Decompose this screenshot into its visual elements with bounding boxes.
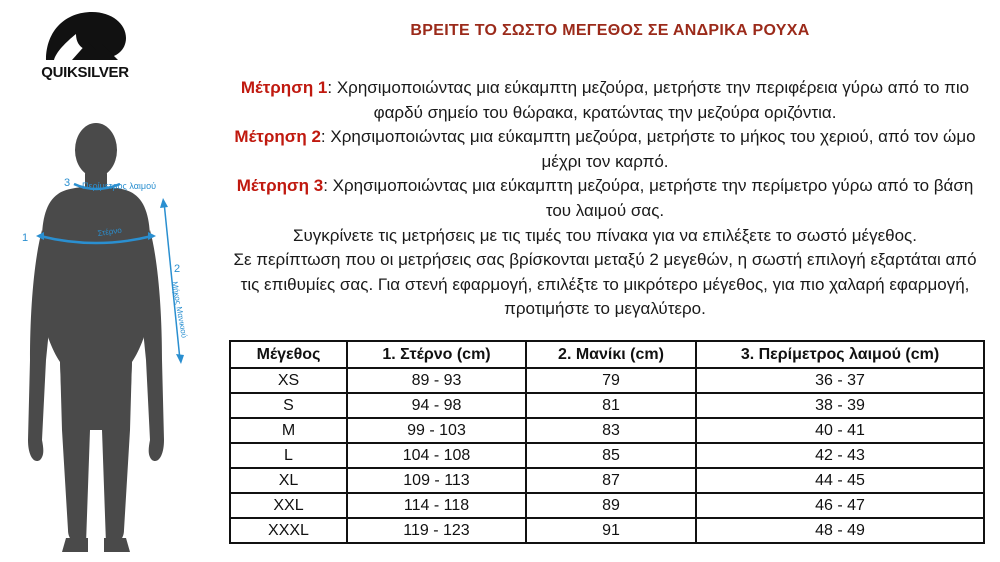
header-neck: 3. Περίμετρος λαιμού (cm) bbox=[696, 341, 984, 368]
body-silhouette bbox=[0, 110, 200, 557]
neck-label: Περίμετρος λαιμού bbox=[82, 181, 157, 191]
table-row: S 94 - 98 81 38 - 39 bbox=[230, 393, 984, 418]
sleeve-number: 2 bbox=[174, 263, 181, 275]
table-header-row bbox=[230, 341, 984, 368]
quiksilver-logo bbox=[36, 8, 134, 80]
compare-text: Συγκρίνετε τις μετρήσεις με τις τιμές του πίνακα για να επιλέξετε το σωστό μέγεθος. bbox=[293, 225, 917, 245]
header-sleeve: 2. Μανίκι (cm) bbox=[526, 341, 696, 368]
table-row: XXL 114 - 118 89 46 - 47 bbox=[230, 493, 984, 518]
table-row: L 104 - 108 85 42 - 43 bbox=[230, 443, 984, 468]
table-row: M 99 - 103 83 40 - 41 bbox=[230, 418, 984, 443]
chest-label: Στέρνο bbox=[97, 225, 123, 238]
table-row: XXXL 119 - 123 91 48 - 49 bbox=[230, 518, 984, 543]
measurement-3-text: Μέτρηση 3: Χρησιμοποιώντας μια εύκαμπτη μεζούρα, μετρήστε την περίμετρο γύρω από το βάση του λαιμού σας. bbox=[236, 176, 974, 220]
measurement-2-label: Μέτρηση 2 bbox=[234, 127, 321, 147]
table-row: XL 109 - 113 87 44 - 45 bbox=[230, 468, 984, 493]
chest-number: 1 bbox=[22, 232, 29, 244]
sleeve-label: Μήκος Μανικιού bbox=[170, 280, 189, 339]
neck-number: 3 bbox=[64, 177, 71, 189]
measurement-1-label: Μέτρηση 1 bbox=[240, 78, 328, 97]
measurement-3-label: Μέτρηση 3 bbox=[236, 176, 324, 196]
brand-name: QUIKSILVER bbox=[41, 64, 129, 81]
measurement-2-text: Μέτρηση 2: Χρησιμοποιώντας μια εύκαμπτη μεζούρα, μετρήστε το μήκος του χεριού, από τον ώμο μέχρι τον καρπό. bbox=[234, 127, 976, 171]
between-sizes-text: Σε περίπτωση που οι μετρήσεις σας βρίσκονται μεταξύ 2 μεγεθών, η σωστή επιλογή εξαρτάται από τις επιθυμίες σας. Για στενή εφαρμογή, επιλέξτε το μικρότερο μέγεθος, για πιο χαλαρή εφαρμογή, προτιμήστε το μεγαλύτερο. bbox=[233, 250, 977, 319]
instructions bbox=[225, 76, 985, 322]
header-size: Μέγεθος bbox=[230, 341, 347, 368]
measurement-1-text: Μέτρηση 1: Χρησιμοποιώντας μια εύκαμπτη μεζούρα, μετρήστε την περιφέρεια γύρω από το πιο φαρδύ σημείο του θώρακα, κρατώντας την μεζούρα οριζόντια. bbox=[240, 78, 970, 122]
size-chart-table bbox=[229, 340, 985, 544]
body-measurement-figure bbox=[0, 110, 200, 557]
header-chest: 1. Στέρνο (cm) bbox=[347, 341, 526, 368]
table-row: XS 89 - 93 79 36 - 37 bbox=[230, 368, 984, 393]
wave-mountain-icon bbox=[42, 8, 128, 64]
page-title: ΒΡΕΙΤΕ ΤΟ ΣΩΣΤΟ ΜΕΓΕΘΟΣ ΣΕ ΑΝΔΡΙΚΑ ΡΟΥΧΑ bbox=[410, 22, 810, 39]
